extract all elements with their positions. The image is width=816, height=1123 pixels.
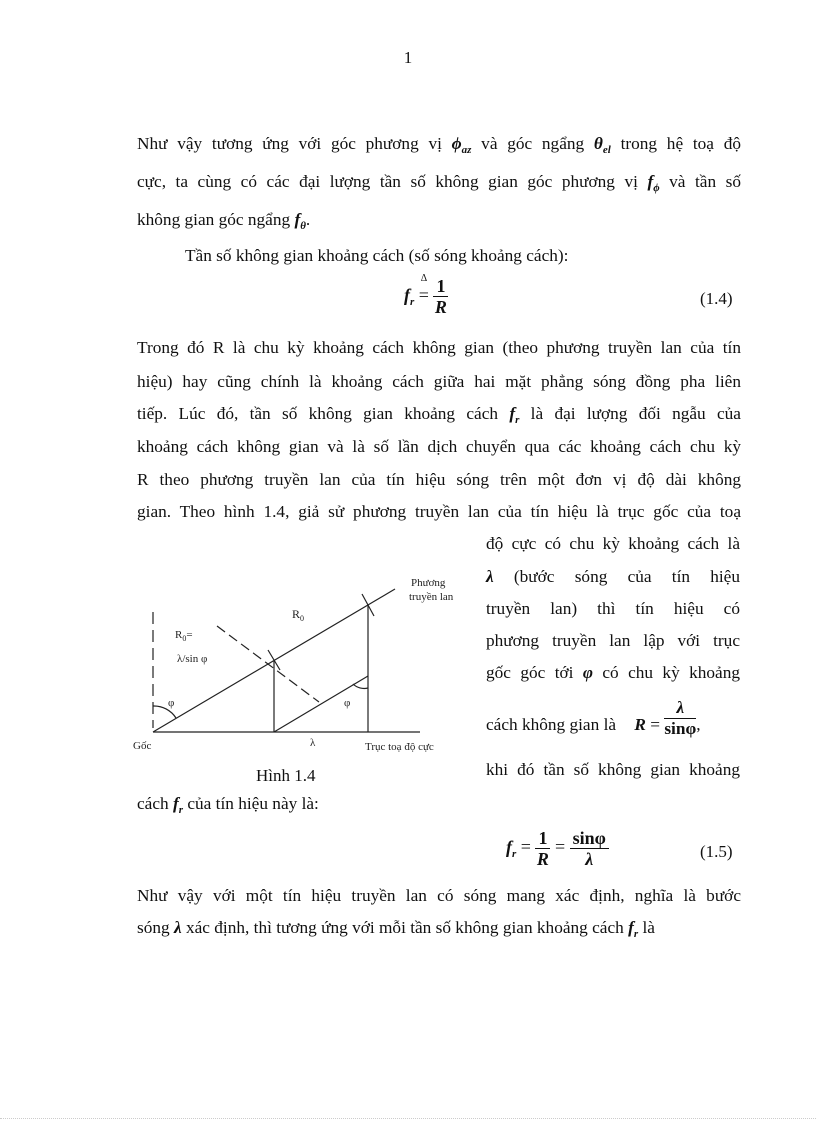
equation-label-1-5: (1.5) (700, 842, 733, 861)
paragraph-2: Tần số không gian khoảng cách (số sóng khoảng cách): (185, 246, 569, 265)
math-phi-az: $\phi_{az}$ (451, 134, 472, 156)
page-number: 1 (403, 48, 413, 67)
equation-1-4 (404, 272, 448, 317)
math-r: R (634, 715, 646, 734)
right-line-6: cách không gian là R = $\frac{\lambda}{\sin\varphi}$ , (486, 698, 701, 738)
equals-sign: = (520, 836, 531, 857)
text: là đại lượng đối ngẫu của (530, 404, 741, 423)
perpendicular-dashed (217, 626, 319, 702)
text: trong hệ toạ độ (620, 134, 741, 153)
equation-label-1-4: (1.4) (700, 289, 733, 308)
math-f-r: $f_r$ (172, 794, 184, 816)
text: cực, ta cùng có các đại lượng tần số không gian góc phương vị (137, 172, 638, 191)
fraction-lambda-over-sinphi: $\frac{\lambda}{\sin\varphi}$ (664, 698, 697, 738)
text: (bước sóng của tín hiệu (513, 567, 740, 586)
paragraph-3-line-4: khoảng cách không gian và là số lần dịch chuyển qua các khoảng cách chu kỳ (137, 437, 741, 456)
paragraph-1-line-2 (137, 170, 741, 200)
equals-sign: = (554, 836, 566, 857)
paragraph-3-line-2: hiệu) hay cũng chính là khoảng cách giữa hai mặt phẳng sóng đồng pha liên (137, 372, 741, 391)
math-lambda: λ (173, 918, 182, 937)
label-phuong: Phương (411, 577, 446, 589)
text: Như vậy tương ứng với góc phương vị (137, 134, 442, 153)
fraction-sinphi-over-lambda: $\frac{\sin\varphi}{\lambda}$ (570, 828, 609, 869)
text: cách không gian là (486, 715, 617, 734)
label-goc: Gốc (133, 740, 152, 752)
text: có chu kỳ khoảng (602, 663, 740, 682)
paragraph-3-line-1: Trong đó R là chu kỳ khoảng cách không gian (theo phương truyền lan của tín (137, 338, 741, 357)
figure-caption: Hình 1.4 (256, 766, 316, 785)
right-line-7: khi đó tần số không gian khoảng (486, 760, 740, 779)
paragraph-3-line-3 (137, 402, 741, 432)
right-line-3: truyền lan) thì tín hiệu có (486, 599, 740, 618)
text: sóng (137, 918, 170, 937)
paragraph-5-line-1: Như vậy với một tín hiệu truyền lan có sóng mang xác định, nghĩa là bước (137, 886, 741, 905)
text: cách (137, 794, 169, 813)
text: xác định, thì tương ứng với mỗi tần số không gian khoảng cách (185, 918, 624, 937)
paragraph-3-line-5: R theo phương truyền lan của tín hiệu sóng trên một đơn vị độ dài không (137, 470, 741, 489)
figure-1-4 (133, 560, 454, 760)
right-line-2 (486, 565, 740, 589)
equation-1-5 (506, 828, 609, 869)
math-f-r: $f_r$ (628, 918, 639, 940)
page-footer-rule (0, 1118, 816, 1119)
text: của tín hiệu này là: (187, 794, 319, 813)
math-f-theta: $f_\theta$ (294, 210, 306, 232)
fraction-1-over-r: $\frac{1}{R}$ (536, 828, 549, 869)
math-f-r: $f_r$ (509, 404, 520, 426)
defined-as-symbol: Δ = (418, 272, 429, 305)
right-line-5 (486, 661, 740, 685)
text: và góc ngẩng (481, 134, 585, 153)
text: không gian góc ngẩng (137, 210, 291, 229)
text: tiếp. Lúc đó, tần số không gian khoảng cách (137, 404, 499, 423)
math-f-phi: $f_\phi$ (647, 172, 660, 194)
text: là (642, 918, 655, 937)
paragraph-4 (137, 792, 741, 822)
paragraph-1-line-1 (137, 132, 741, 162)
label-truc-toa-do: Trục toạ độ cực (365, 741, 434, 753)
math-phi: φ (582, 663, 593, 682)
paragraph-1-line-3: không gian góc ngẩng $f_\theta$. (137, 210, 311, 232)
paragraph-5-line-2 (137, 916, 741, 946)
label-phi-1: φ (168, 697, 175, 709)
math-theta-el: $\theta_{el}$ (593, 134, 611, 156)
label-phi-2: φ (344, 697, 351, 709)
right-line-4: phương truyền lan lập với trục (486, 631, 740, 650)
math-f-r: $f_r$ (506, 836, 517, 860)
paragraph-3-line-6: gian. Theo hình 1.4, giả sử phương truyền lan của tín hiệu là trục gốc của toạ (137, 502, 741, 521)
label-lambda-sin: λ/sin φ (177, 653, 208, 665)
math-lambda: λ (486, 567, 494, 586)
text: gốc góc tới (486, 663, 574, 682)
angle-arc-2 (353, 684, 368, 688)
text: và tần số (669, 172, 742, 191)
fraction-1-over-r: $\frac{1}{R}$ (434, 276, 447, 317)
right-line-1: độ cực có chu kỳ khoảng cách là (486, 534, 740, 553)
math-f-r: $f_r$ (404, 284, 415, 308)
label-lambda: λ (310, 737, 316, 749)
equals-sign: = (650, 715, 660, 734)
label-r0: $R_0$ (292, 607, 305, 623)
label-truyen-lan: truyền lan (409, 591, 454, 603)
label-r0-eq: $R_0=$ (175, 629, 193, 643)
